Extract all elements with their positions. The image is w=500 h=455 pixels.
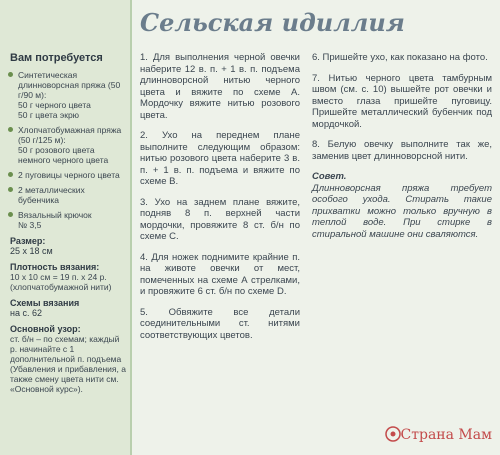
material-item-yarn-cotton: Хлопчатобумажная пряжа (50 г/125 м): 50 г розового цвета немного черного цвета — [8, 125, 126, 165]
materials-sidebar — [0, 0, 132, 455]
materials-heading: Вам потребуется — [10, 52, 103, 64]
density-info: Плотность вязания: 10 х 10 см = 19 п. х 24 р. (хлопчатобумажной нити) — [10, 262, 112, 292]
tip-text: Длинноворсная пряжа требует особого ухода. Стирать такие прихватки можно только вручную в теплой воде. При стирке в стиральной машине они сваляются. — [312, 182, 492, 240]
size-label: Размер: 25 х 18 см — [10, 236, 53, 256]
instruction-step: 7. Нитью черного цвета тамбурным швом (см. с. 10) вышейте рот овечки и вместо глаза пришейте пуговицу. Пришейте металлический бубенчик под мордочкой. — [312, 72, 492, 130]
instruction-step: 8. Белую овечку выполните так же, заменив цвет длинноворсной нити. — [312, 139, 492, 162]
material-item-yarn-synthetic: Синтетическая длинноворсная пряжа (50 г/90 м): 50 г черного цвета 50 г цвета экрю — [8, 70, 126, 120]
bullet-icon — [8, 72, 13, 77]
tip-block — [312, 171, 492, 240]
size-info — [10, 236, 126, 256]
instruction-step: 4. Для ножек поднимите крайние п. на животе овечки от мест, помеченных на схеме А стрелками, и провяжите 6 ст. б/н по схеме D. — [140, 251, 300, 297]
watermark-logo-icon — [384, 425, 402, 443]
bullet-icon — [8, 212, 13, 217]
tip-label: Совет. — [312, 171, 347, 182]
pattern-info: Основной узор: ст. б/н – по схемам; каждый р. начинайте с 1 дополнительной п. подъема (Убавления и прибавления, а также смену цвета нити см. «Основной курс»). — [10, 324, 126, 394]
material-item-buttons: 2 пуговицы черного цвета — [8, 170, 126, 180]
instruction-step: 2. Ухо на переднем плане выполните следующим образом: нитью розового цвета наберите 3 в. п. + 1 в. п. подъема и вяжите по схеме В. — [140, 130, 300, 187]
instruction-step: 5. Обвяжите все детали соединительными ст. нитями соответствующих цветов. — [140, 306, 300, 341]
bullet-icon — [8, 187, 13, 192]
instruction-step: 3. Ухо на заднем плане вяжите, подняв 8 п. верхней части мордочки, провяжите 8 ст. б/н по схеме С. — [140, 196, 300, 242]
instruction-step: 6. Пришейте ухо, как показано на фото. — [312, 52, 488, 63]
page-title: Сельская идиллия — [140, 8, 405, 37]
instructions-column-1 — [140, 52, 300, 350]
bullet-icon — [8, 172, 13, 177]
material-item-bells: 2 металлических бубенчика — [8, 185, 126, 205]
material-item-hook: Вязальный крючок № 3,5 — [8, 210, 126, 230]
watermark-text: Страна Мам — [400, 427, 492, 443]
schemes-info: Схемы вязания на с. 62 — [10, 298, 80, 318]
bullet-icon — [8, 127, 13, 132]
instruction-step: 1. Для выполнения черной овечки наберите 12 в. п. + 1 в. п. подъема длинноворсной нитью черного цвета и вяжите по схеме А. Мордочку вяжите нитью розового цвета. — [140, 52, 300, 121]
instructions-column-2 — [312, 52, 492, 240]
